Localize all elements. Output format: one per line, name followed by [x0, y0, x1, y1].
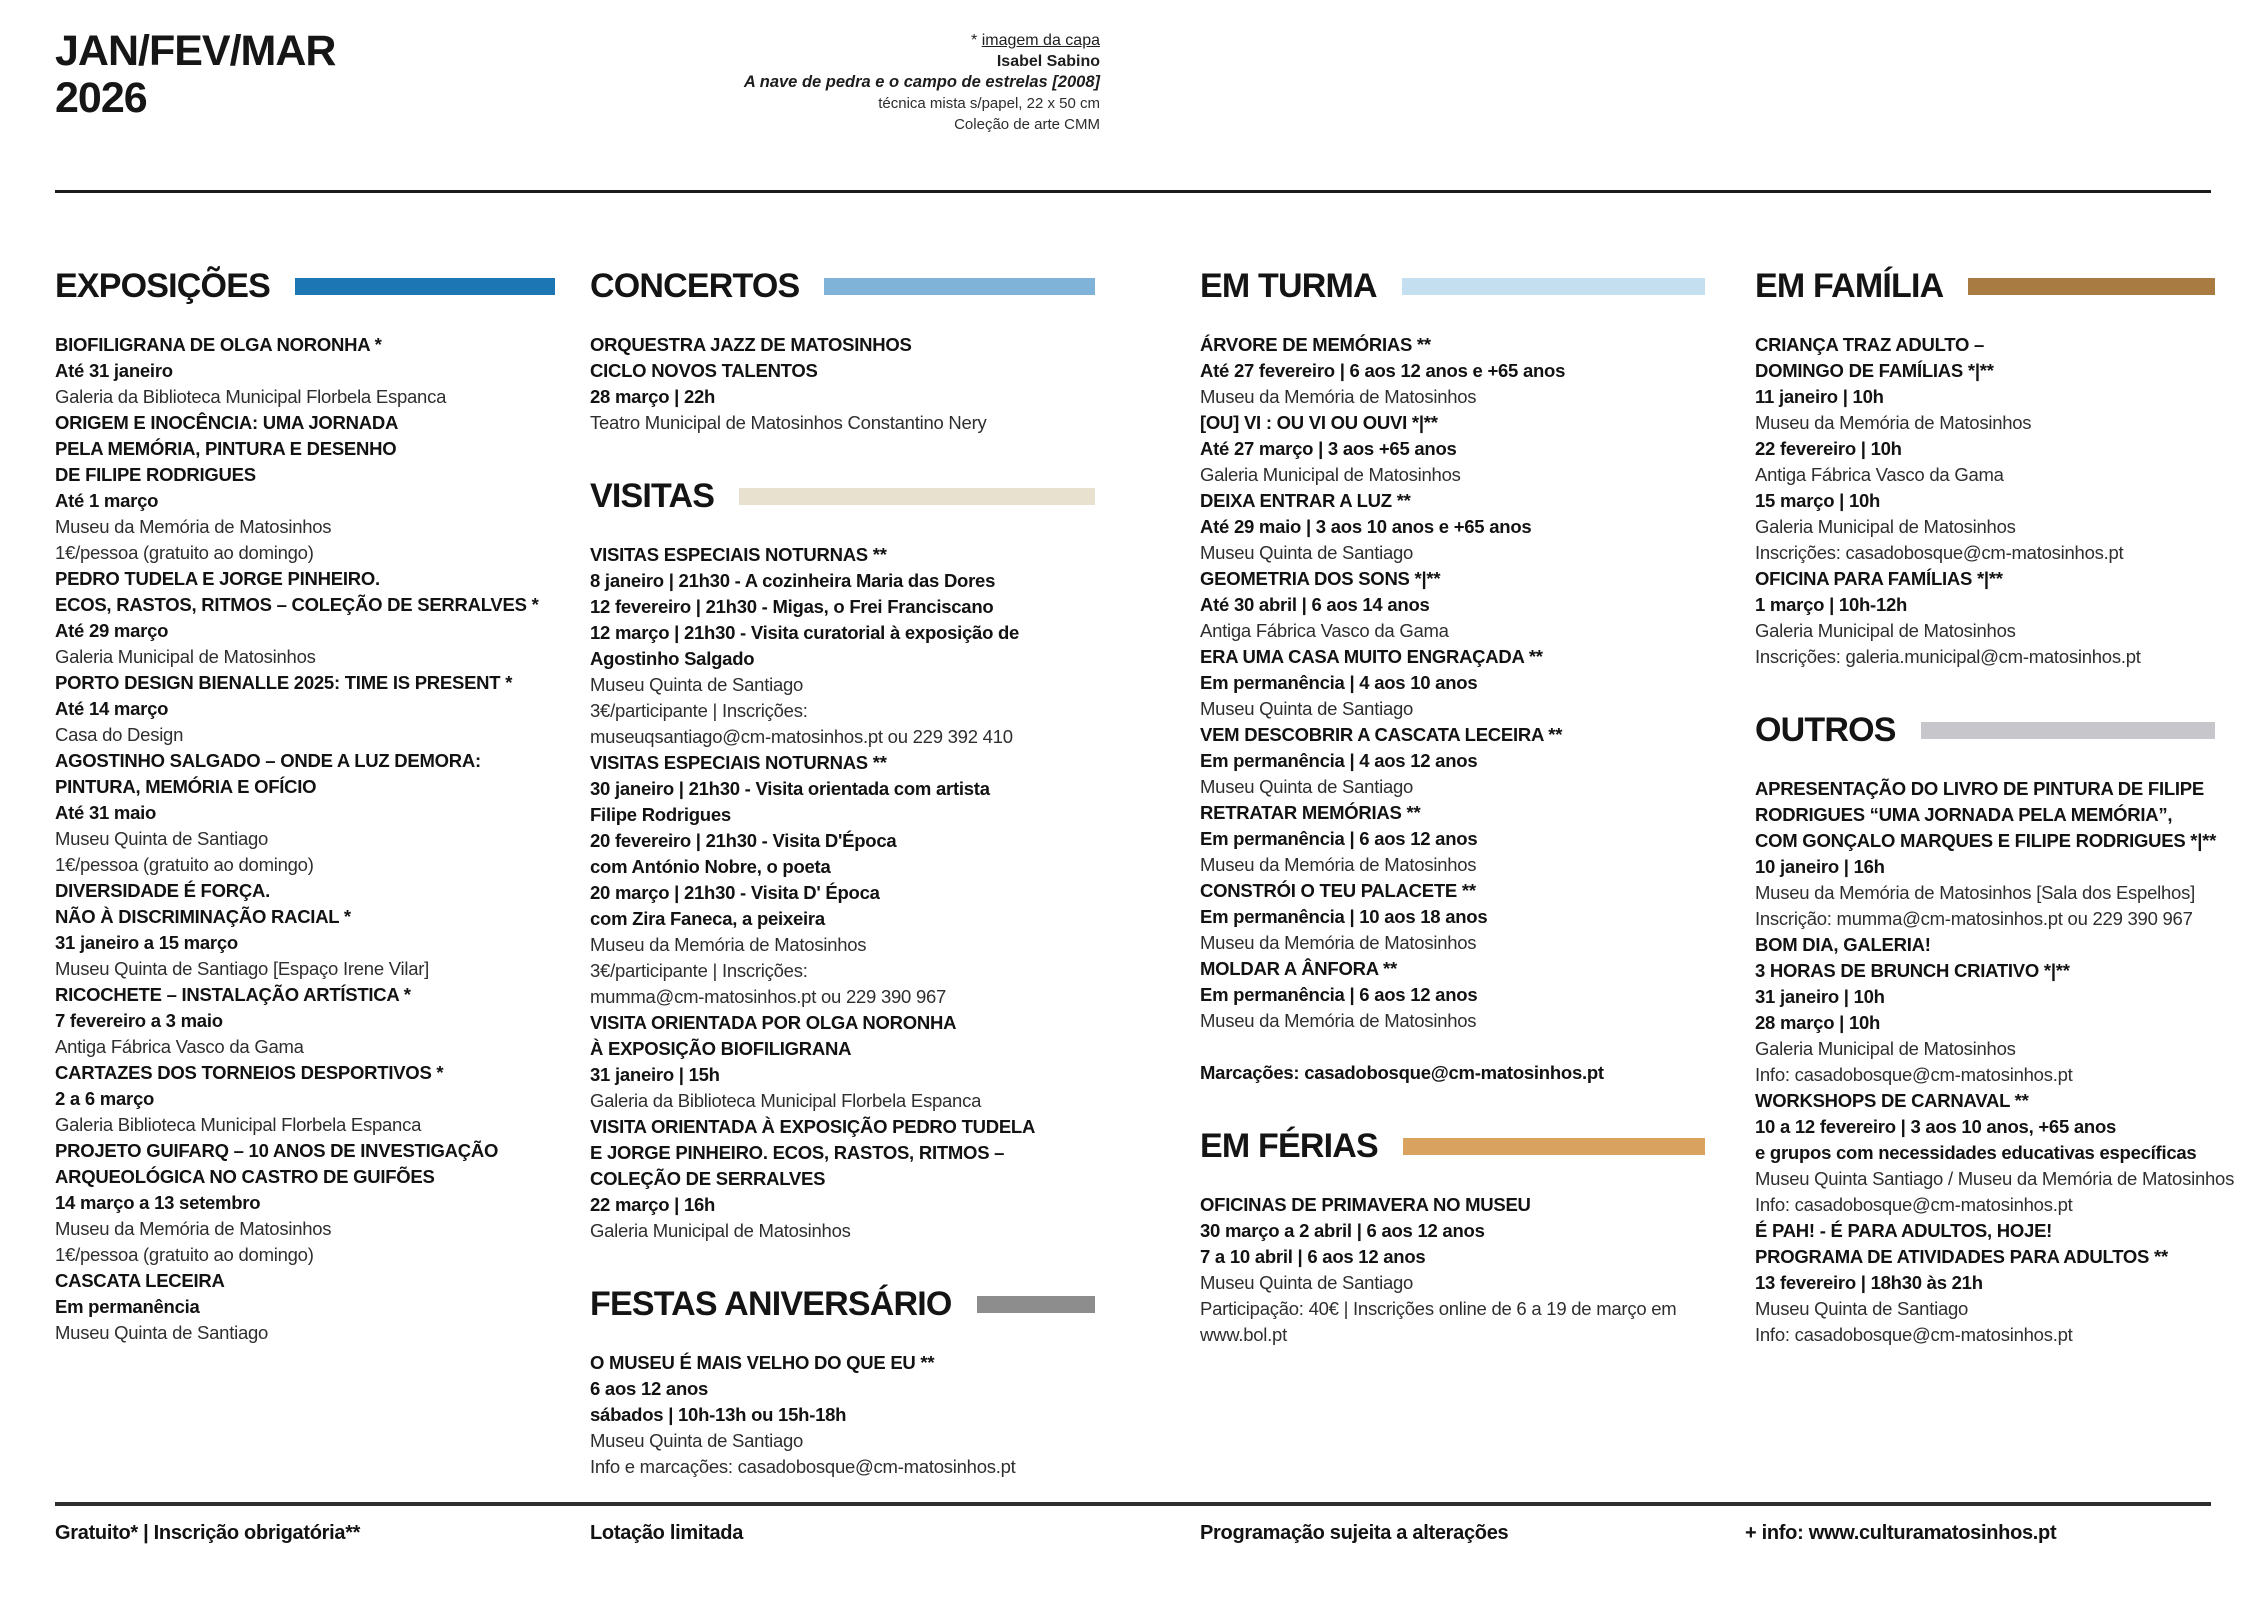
- event-venue-line: Museu Quinta de Santiago: [1200, 776, 1414, 797]
- event-venue-line: Galeria Municipal de Matosinhos: [1755, 1038, 2016, 1059]
- event-title-line: DOMINGO DE FAMÍLIAS *|**: [1755, 360, 1994, 381]
- event-detail-line: Em permanência | 6 aos 12 anos: [1200, 984, 1478, 1005]
- event: [590, 332, 1095, 436]
- event-title-line: ORQUESTRA JAZZ DE MATOSINHOS: [590, 334, 912, 355]
- event-venue-line: 1€/pessoa (gratuito ao domingo): [55, 1244, 314, 1265]
- event: [55, 982, 555, 1060]
- event-detail-line: Filipe Rodrigues: [590, 804, 731, 825]
- event-detail-line: Em permanência | 6 aos 12 anos: [1200, 828, 1478, 849]
- event: [1200, 878, 1705, 956]
- section-header-concertos: [590, 266, 1095, 306]
- section-header-visitas: [590, 476, 1095, 516]
- event: [1755, 566, 2215, 670]
- section-title: EM FAMÍLIA: [1755, 267, 1944, 305]
- event-venue-line: Antiga Fábrica Vasco da Gama: [1200, 620, 1449, 641]
- event-title-line: PROJETO GUIFARQ – 10 ANOS DE INVESTIGAÇÃO: [55, 1140, 499, 1161]
- event-title-line: ECOS, RASTOS, RITMOS – COLEÇÃO DE SERRALVES *: [55, 594, 539, 615]
- footer-info-url: + info: www.culturamatosinhos.pt: [1745, 1522, 2057, 1544]
- event-detail-line: 7 a 10 abril | 6 aos 12 anos: [1200, 1246, 1426, 1267]
- event-detail-line: Até 29 março: [55, 620, 169, 641]
- event-title-line: OFICINAS DE PRIMAVERA NO MUSEU: [1200, 1194, 1531, 1215]
- event-detail-line: Até 31 maio: [55, 802, 157, 823]
- event-venue-line: Museu da Memória de Matosinhos: [1200, 854, 1477, 875]
- event-detail-line: 10 a 12 fevereiro | 3 aos 10 anos, +65 anos: [1755, 1116, 2117, 1137]
- event-detail-line: Em permanência: [55, 1296, 200, 1317]
- event-venue-line: Galeria Municipal de Matosinhos: [55, 646, 316, 667]
- event-title-line: COM GONÇALO MARQUES E FILIPE RODRIGUES *|**: [1755, 830, 2217, 851]
- section-underline-bar: [1403, 1138, 1705, 1155]
- event-venue-line: Inscrições: casadobosque@cm-matosinhos.pt: [1755, 542, 2124, 563]
- section-concertos: [590, 266, 1095, 436]
- event-title-line: CICLO NOVOS TALENTOS: [590, 360, 818, 381]
- event-title-line: DEIXA ENTRAR A LUZ **: [1200, 490, 1411, 511]
- section-underline-bar: [295, 278, 555, 295]
- event-detail-line: Em permanência | 4 aos 10 anos: [1200, 672, 1478, 693]
- event: [55, 878, 555, 982]
- event-detail-line: Até 27 fevereiro | 6 aos 12 anos e +65 anos: [1200, 360, 1566, 381]
- column-concertos-visitas-festas: [590, 266, 1095, 1480]
- section-title: EM TURMA: [1200, 267, 1377, 305]
- event: [55, 670, 555, 748]
- event-title-line: ÁRVORE DE MEMÓRIAS **: [1200, 334, 1431, 355]
- section-visitas: [590, 476, 1095, 1244]
- event-detail-line: 12 março | 21h30 - Visita curatorial à exposição de: [590, 622, 1020, 643]
- event-title-line: ERA UMA CASA MUITO ENGRAÇADA **: [1200, 646, 1543, 667]
- section-underline-bar: [824, 278, 1095, 295]
- event-detail-line: 12 fevereiro | 21h30 - Migas, o Frei Franciscano: [590, 596, 994, 617]
- event-venue-line: Galeria da Biblioteca Municipal Florbela Espanca: [590, 1090, 982, 1111]
- event-detail-line: 14 março a 13 setembro: [55, 1192, 261, 1213]
- event-title-line: É PAH! - É PARA ADULTOS, HOJE!: [1755, 1220, 2053, 1241]
- section-em-ferias: [1200, 1126, 1705, 1348]
- event: [55, 410, 555, 566]
- event-title-line: CRIANÇA TRAZ ADULTO –: [1755, 334, 1985, 355]
- cover-credit-link[interactable]: imagem da capa: [981, 32, 1100, 49]
- event-title-line: À EXPOSIÇÃO BIOFILIGRANA: [590, 1038, 852, 1059]
- section-underline-bar: [739, 488, 1095, 505]
- event-title-line: AGOSTINHO SALGADO – ONDE A LUZ DEMORA:: [55, 750, 481, 771]
- event-title-line: BOM DIA, GALERIA!: [1755, 934, 1931, 955]
- section-header-em-turma: [1200, 266, 1705, 306]
- event-title-line: RODRIGUES “UMA JORNADA PELA MEMÓRIA”,: [1755, 804, 2173, 825]
- event-venue-line: Inscrições: galeria.municipal@cm-matosinhos.pt: [1755, 646, 2141, 667]
- event-venue-line: 3€/participante | Inscrições:: [590, 960, 808, 981]
- event-detail-line: Agostinho Salgado: [590, 648, 755, 669]
- event-detail-line: 28 março | 10h: [1755, 1012, 1881, 1033]
- event-title-line: CARTAZES DOS TORNEIOS DESPORTIVOS *: [55, 1062, 444, 1083]
- event-title-line: GEOMETRIA DOS SONS *|**: [1200, 568, 1441, 589]
- issue-year: 2026: [55, 74, 147, 122]
- event-detail-line: 2 a 6 março: [55, 1088, 155, 1109]
- event-title-line: PELA MEMÓRIA, PINTURA E DESENHO: [55, 438, 397, 459]
- section-title: VISITAS: [590, 477, 715, 515]
- event-venue-line: 1€/pessoa (gratuito ao domingo): [55, 542, 314, 563]
- event-detail-line: 1 março | 10h-12h: [1755, 594, 1908, 615]
- event-title-line: WORKSHOPS DE CARNAVAL **: [1755, 1090, 2029, 1111]
- event-detail-line: Até 29 maio | 3 aos 10 anos e +65 anos: [1200, 516, 1532, 537]
- event-detail-line: sábados | 10h-13h ou 15h-18h: [590, 1404, 847, 1425]
- cover-credit-asterisk: *: [971, 32, 978, 49]
- event: [1200, 410, 1705, 488]
- event-venue-line: Museu Quinta de Santiago: [55, 1322, 269, 1343]
- event-detail-line: 11 janeiro | 10h: [1755, 386, 1884, 407]
- event: [55, 748, 555, 878]
- event-detail-line: 28 março | 22h: [590, 386, 716, 407]
- event-detail-line: Até 27 março | 3 aos +65 anos: [1200, 438, 1457, 459]
- event: [590, 1350, 1095, 1480]
- event-venue-line: Museu Quinta Santiago / Museu da Memória de Matosinhos: [1755, 1168, 2235, 1189]
- event-title-line: BIOFILIGRANA DE OLGA NORONHA *: [55, 334, 382, 355]
- event: [1200, 488, 1705, 566]
- event-detail-line: 22 fevereiro | 10h: [1755, 438, 1902, 459]
- event-venue-line: Galeria Biblioteca Municipal Florbela Espanca: [55, 1114, 422, 1135]
- section-header-em-ferias: [1200, 1126, 1705, 1166]
- event-detail-line: 10 janeiro | 16h: [1755, 856, 1885, 877]
- footer-divider: [55, 1502, 2211, 1506]
- event-venue-line: museuqsantiago@cm-matosinhos.pt ou 229 392 410: [590, 726, 1013, 747]
- event-title-line: [OU] VI : OU VI OU OUVI *|**: [1200, 412, 1438, 433]
- section-header-em-familia: [1755, 266, 2215, 306]
- section-header-festas-aniversario: [590, 1284, 1095, 1324]
- event-title-line: DE FILIPE RODRIGUES: [55, 464, 256, 485]
- event-venue-line: Info: casadobosque@cm-matosinhos.pt: [1755, 1324, 2073, 1345]
- issue-date: [55, 28, 335, 122]
- event: [1755, 1218, 2215, 1348]
- footer-note-gratuito: Gratuito* | Inscrição obrigatória**: [55, 1522, 361, 1544]
- event-venue-line: Museu Quinta de Santiago: [1200, 698, 1414, 719]
- event: [1200, 956, 1705, 1034]
- section-title: CONCERTOS: [590, 267, 800, 305]
- event-title-line: O MUSEU É MAIS VELHO DO QUE EU **: [590, 1352, 935, 1373]
- event-title-line: DIVERSIDADE É FORÇA.: [55, 880, 270, 901]
- event-detail-line: 6 aos 12 anos: [590, 1378, 709, 1399]
- event-venue-line: Galeria Municipal de Matosinhos: [1200, 464, 1461, 485]
- event-detail-line: 13 fevereiro | 18h30 às 21h: [1755, 1272, 1983, 1293]
- event-venue-line: Museu da Memória de Matosinhos: [1200, 932, 1477, 953]
- section-outros: [1755, 710, 2235, 1348]
- cover-artist: Isabel Sabino: [996, 53, 1100, 70]
- event-venue-line: 3€/participante | Inscrições:: [590, 700, 808, 721]
- event-title-line: CASCATA LECEIRA: [55, 1270, 225, 1291]
- event-title-line: PINTURA, MEMÓRIA E OFÍCIO: [55, 776, 317, 797]
- section-underline-bar: [1402, 278, 1705, 295]
- event-title-line: VISITAS ESPECIAIS NOTURNAS **: [590, 544, 887, 565]
- cover-artwork-title: A nave de pedra e o campo de estrelas [2008]: [743, 73, 1100, 91]
- event-detail-line: 20 março | 21h30 - Visita D' Época: [590, 882, 880, 903]
- event: [1200, 332, 1705, 410]
- event-title-line: COLEÇÃO DE SERRALVES: [590, 1168, 826, 1189]
- event-detail-line: e grupos com necessidades educativas específicas: [1755, 1142, 2197, 1163]
- event-title-line: PEDRO TUDELA E JORGE PINHEIRO.: [55, 568, 380, 589]
- event-title-line: VISITA ORIENTADA POR OLGA NORONHA: [590, 1012, 957, 1033]
- event-venue-line: Museu Quinta de Santiago: [590, 674, 804, 695]
- event-venue-line: Galeria Municipal de Matosinhos: [1755, 620, 2016, 641]
- event: [590, 1114, 1095, 1244]
- column-exposicoes: [55, 266, 555, 1346]
- event: [1200, 1060, 1705, 1086]
- event-venue-line: Museu da Memória de Matosinhos: [55, 1218, 332, 1239]
- event-detail-line: Em permanência | 4 aos 12 anos: [1200, 750, 1478, 771]
- event-venue-line: Galeria Municipal de Matosinhos: [1755, 516, 2016, 537]
- event-title-line: NÃO À DISCRIMINAÇÃO RACIAL *: [55, 906, 351, 927]
- event: [1755, 332, 2215, 566]
- event-venue-line: Museu da Memória de Matosinhos: [1200, 1010, 1477, 1031]
- event-detail-line: com Zira Faneca, a peixeira: [590, 908, 825, 929]
- event-title-line: RICOCHETE – INSTALAÇÃO ARTÍSTICA *: [55, 984, 411, 1005]
- section-underline-bar: [977, 1296, 1095, 1313]
- event-title-line: VISITAS ESPECIAIS NOTURNAS **: [590, 752, 887, 773]
- event-venue-line: Teatro Municipal de Matosinhos Constantino Nery: [590, 412, 987, 433]
- event-detail-line: Marcações: casadobosque@cm-matosinhos.pt: [1200, 1062, 1604, 1083]
- section-title: EM FÉRIAS: [1200, 1127, 1378, 1165]
- issue-months: JAN/FEV/MAR: [55, 27, 336, 75]
- event-venue-line: Museu Quinta de Santiago [Espaço Irene Vilar]: [55, 958, 430, 979]
- event-detail-line: 31 janeiro | 15h: [590, 1064, 720, 1085]
- event: [590, 750, 1095, 1010]
- event-venue-line: Museu da Memória de Matosinhos: [1200, 386, 1477, 407]
- event-title-line: PROGRAMA DE ATIVIDADES PARA ADULTOS **: [1755, 1246, 2168, 1267]
- footer-note-lotacao: Lotação limitada: [590, 1522, 744, 1544]
- event: [1755, 932, 2215, 1088]
- event-venue-line: Antiga Fábrica Vasco da Gama: [1755, 464, 2004, 485]
- event-venue-line: Casa do Design: [55, 724, 184, 745]
- event-venue-line: 1€/pessoa (gratuito ao domingo): [55, 854, 314, 875]
- event-detail-line: 15 março | 10h: [1755, 490, 1881, 511]
- event-venue-line: Museu Quinta de Santiago: [1755, 1298, 1969, 1319]
- event-title-line: ORIGEM E INOCÊNCIA: UMA JORNADA: [55, 412, 399, 433]
- section-festas-aniversario: [590, 1284, 1095, 1480]
- event: [1200, 722, 1705, 800]
- event-title-line: ARQUEOLÓGICA NO CASTRO DE GUIFÕES: [55, 1166, 435, 1187]
- event-detail-line: 30 março a 2 abril | 6 aos 12 anos: [1200, 1220, 1485, 1241]
- event-venue-line: Galeria Municipal de Matosinhos: [590, 1220, 851, 1241]
- event-detail-line: 31 janeiro a 15 março: [55, 932, 238, 953]
- event-detail-line: 20 fevereiro | 21h30 - Visita D'Época: [590, 830, 897, 851]
- section-title: OUTROS: [1755, 711, 1896, 749]
- event-venue-line: Info e marcações: casadobosque@cm-matosinhos.pt: [590, 1456, 1016, 1477]
- event-venue-line: Museu da Memória de Matosinhos: [1755, 412, 2032, 433]
- section-title: FESTAS ANIVERSÁRIO: [590, 1285, 952, 1323]
- section-em-turma: [1200, 266, 1705, 1086]
- event-venue-line: Info: casadobosque@cm-matosinhos.pt: [1755, 1064, 2073, 1085]
- event-detail-line: Em permanência | 10 aos 18 anos: [1200, 906, 1488, 927]
- event-detail-line: Até 1 março: [55, 490, 159, 511]
- event: [55, 566, 555, 670]
- event-title-line: PORTO DESIGN BIENALLE 2025: TIME IS PRESENT *: [55, 672, 513, 693]
- event: [1755, 1088, 2235, 1218]
- section-exposicoes: [55, 266, 555, 1346]
- event-venue-line: Info: casadobosque@cm-matosinhos.pt: [1755, 1194, 2073, 1215]
- cover-credit-note: [744, 30, 1100, 51]
- event-venue-line: Participação: 40€ | Inscrições online de 6 a 19 de março em: [1200, 1298, 1677, 1319]
- event-venue-line: Museu Quinta de Santiago: [55, 828, 269, 849]
- event-title-line: OFICINA PARA FAMÍLIAS *|**: [1755, 568, 2003, 589]
- cover-image-credit: [744, 30, 1100, 135]
- event-title-line: RETRATAR MEMÓRIAS **: [1200, 802, 1421, 823]
- event: [590, 1010, 1095, 1114]
- event-venue-line: mumma@cm-matosinhos.pt ou 229 390 967: [590, 986, 947, 1007]
- footer-note-programacao: Programação sujeita a alterações: [1200, 1522, 1509, 1544]
- section-header-exposicoes: [55, 266, 555, 306]
- event-detail-line: Até 31 janeiro: [55, 360, 173, 381]
- event: [1755, 776, 2215, 932]
- event-title-line: MOLDAR A ÂNFORA **: [1200, 958, 1397, 979]
- event-detail-line: 30 janeiro | 21h30 - Visita orientada com artista: [590, 778, 990, 799]
- event-title-line: VEM DESCOBRIR A CASCATA LECEIRA **: [1200, 724, 1563, 745]
- event-title-line: VISITA ORIENTADA À EXPOSIÇÃO PEDRO TUDELA: [590, 1116, 1036, 1137]
- event: [1200, 644, 1705, 722]
- event-venue-line: Museu Quinta de Santiago: [1200, 1272, 1414, 1293]
- event-venue-line: Museu da Memória de Matosinhos: [590, 934, 867, 955]
- section-underline-bar: [1921, 722, 2215, 739]
- event-detail-line: Até 30 abril | 6 aos 14 anos: [1200, 594, 1430, 615]
- event-venue-line: Museu da Memória de Matosinhos [Sala dos Espelhos]: [1755, 882, 2195, 903]
- event-venue-line: Inscrição: mumma@cm-matosinhos.pt ou 229 390 967: [1755, 908, 2193, 929]
- header-divider: [55, 190, 2211, 193]
- event: [55, 1268, 555, 1346]
- event-venue-line: Museu Quinta de Santiago: [590, 1430, 804, 1451]
- section-header-outros: [1755, 710, 2215, 750]
- event-detail-line: com António Nobre, o poeta: [590, 856, 831, 877]
- event-venue-line: Museu da Memória de Matosinhos: [55, 516, 332, 537]
- column-em-turma-em-ferias: [1200, 266, 1705, 1348]
- section-title: EXPOSIÇÕES: [55, 267, 270, 305]
- event: [1200, 1192, 1705, 1348]
- section-em-familia: [1755, 266, 2215, 670]
- event-title-line: CONSTRÓI O TEU PALACETE **: [1200, 880, 1476, 901]
- event: [590, 542, 1095, 750]
- event-title-line: 3 HORAS DE BRUNCH CRIATIVO *|**: [1755, 960, 2070, 981]
- event-detail-line: 8 janeiro | 21h30 - A cozinheira Maria das Dores: [590, 570, 996, 591]
- event: [1200, 566, 1705, 644]
- event-detail-line: 22 março | 16h: [590, 1194, 716, 1215]
- event-detail-line: 31 janeiro | 10h: [1755, 986, 1885, 1007]
- event-detail-line: 7 fevereiro a 3 maio: [55, 1010, 223, 1031]
- section-underline-bar: [1968, 278, 2215, 295]
- event-venue-line: Galeria da Biblioteca Municipal Florbela Espanca: [55, 386, 447, 407]
- event-venue-line: Museu Quinta de Santiago: [1200, 542, 1414, 563]
- event: [55, 1060, 555, 1138]
- column-em-familia-outros: [1755, 266, 2235, 1348]
- event-detail-line: Até 14 março: [55, 698, 169, 719]
- cover-artwork-technique: técnica mista s/papel, 22 x 50 cm: [878, 95, 1100, 112]
- event-venue-line: www.bol.pt: [1200, 1324, 1287, 1345]
- event: [1200, 800, 1705, 878]
- event: [55, 332, 555, 410]
- event-title-line: E JORGE PINHEIRO. ECOS, RASTOS, RITMOS –: [590, 1142, 1005, 1163]
- cover-artwork-collection: Coleção de arte CMM: [954, 116, 1100, 133]
- event-title-line: APRESENTAÇÃO DO LIVRO DE PINTURA DE FILIPE: [1755, 778, 2204, 799]
- event-venue-line: Antiga Fábrica Vasco da Gama: [55, 1036, 304, 1057]
- event: [55, 1138, 555, 1268]
